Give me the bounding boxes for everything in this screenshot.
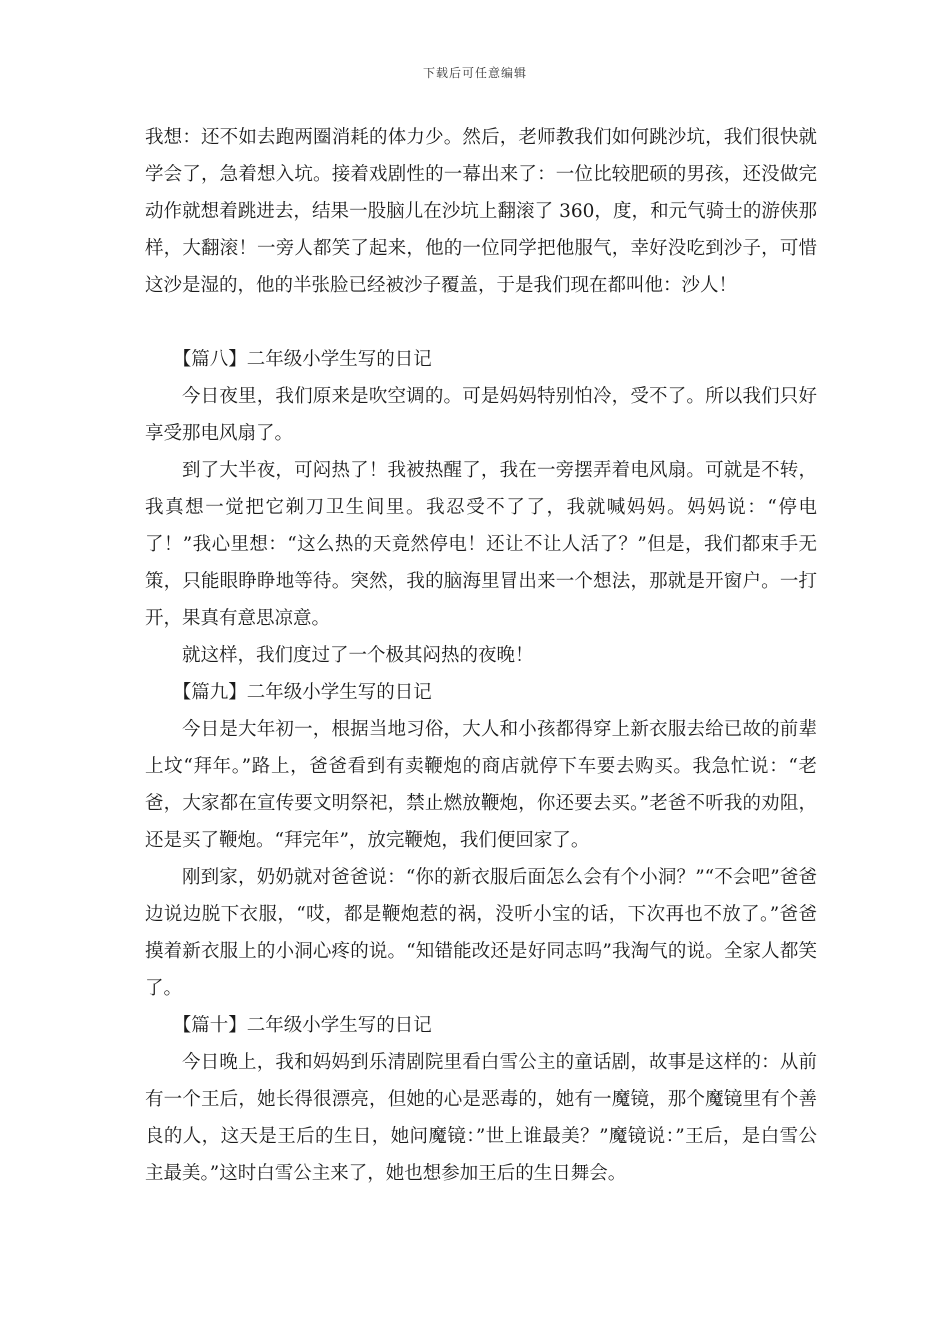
section-heading-10: 【篇十】二年级小学生写的日记 [172,1015,432,1036]
paragraph-10a: 今日晚上，我和妈妈到乐清剧院里看白雪公主的童话剧，故事是这样的：从前有一个王后，她长得很漂亮，但她的心是恶毒的，她有一魔镜，那个魔镜里有个善良的人，这天是王后的生日，她问魔镜：”世上谁最美？”魔镜说：”王后，是白雪公主最美。”这时白雪公主来了，她也想参加王后的生日舞会。 [145,1052,817,1184]
paragraph-8c: 就这样，我们度过了一个极其闷热的夜晚！ [182,645,534,666]
paragraph-8a: 今日夜里，我们原来是吹空调的。可是妈妈特别怕冷，受不了。所以我们只好享受那电风扇了。 [145,386,817,444]
paragraph-continuation: 我想：还不如去跑两圈消耗的体力少。然后，老师教我们如何跳沙坑，我们很快就学会了，急着想入坑。接着戏剧性的一幕出来了：一位比较肥硕的男孩，还没做完动作就想着跳进去，结果一股脑儿在沙坑上翻滚了 360，度，和元气骑士的游侠那样，大翻滚！一旁人都笑了起来，他的一位同学把他服气，幸好没吃到沙子，可惜这沙是湿的，他的半张脸已经被沙子覆盖，于是我们现在都叫他：沙人！ [145,127,817,296]
paragraph-9b: 刚到家，奶奶就对爸爸说：“你的新衣服后面怎么会有个小洞？”“不会吧”爸爸边说边脱下衣服，“哎，都是鞭炮惹的祸，没听小宝的话，下次再也不放了。”爸爸摸着新衣服上的小洞心疼的说。“知错能改还是好同志吗”我淘气的说。全家人都笑了。 [145,867,817,999]
section-heading-9: 【篇九】二年级小学生写的日记 [172,682,432,703]
paragraph-9a: 今日是大年初一，根据当地习俗，大人和小孩都得穿上新衣服去给已故的前辈上坟“拜年。”路上，爸爸看到有卖鞭炮的商店就停下车要去购买。我急忙说：“老爸，大家都在宣传要文明祭祀，禁止燃放鞭炮，你还要去买。”老爸不听我的劝阻，还是买了鞭炮。“拜完年”，放完鞭炮，我们便回家了。 [145,719,817,851]
section-heading-8: 【篇八】二年级小学生写的日记 [172,349,432,370]
article-body [145,119,817,1192]
paragraph-8b: 到了大半夜，可闷热了！我被热醒了，我在一旁摆弄着电风扇。可就是不转，我真想一觉把它剃刀卫生间里。我忍受不了了，我就喊妈妈。妈妈说：“停电了！”我心里想：“这么热的天竟然停电！还让不让人活了？”但是，我们都束手无策，只能眼睁睁地等待。突然，我的脑海里冒出来一个想法，那就是开窗户。一打开，果真有意思凉意。 [145,460,817,629]
page-header-note: 下载后可任意编辑 [422,66,527,80]
section-spacer [145,304,817,341]
